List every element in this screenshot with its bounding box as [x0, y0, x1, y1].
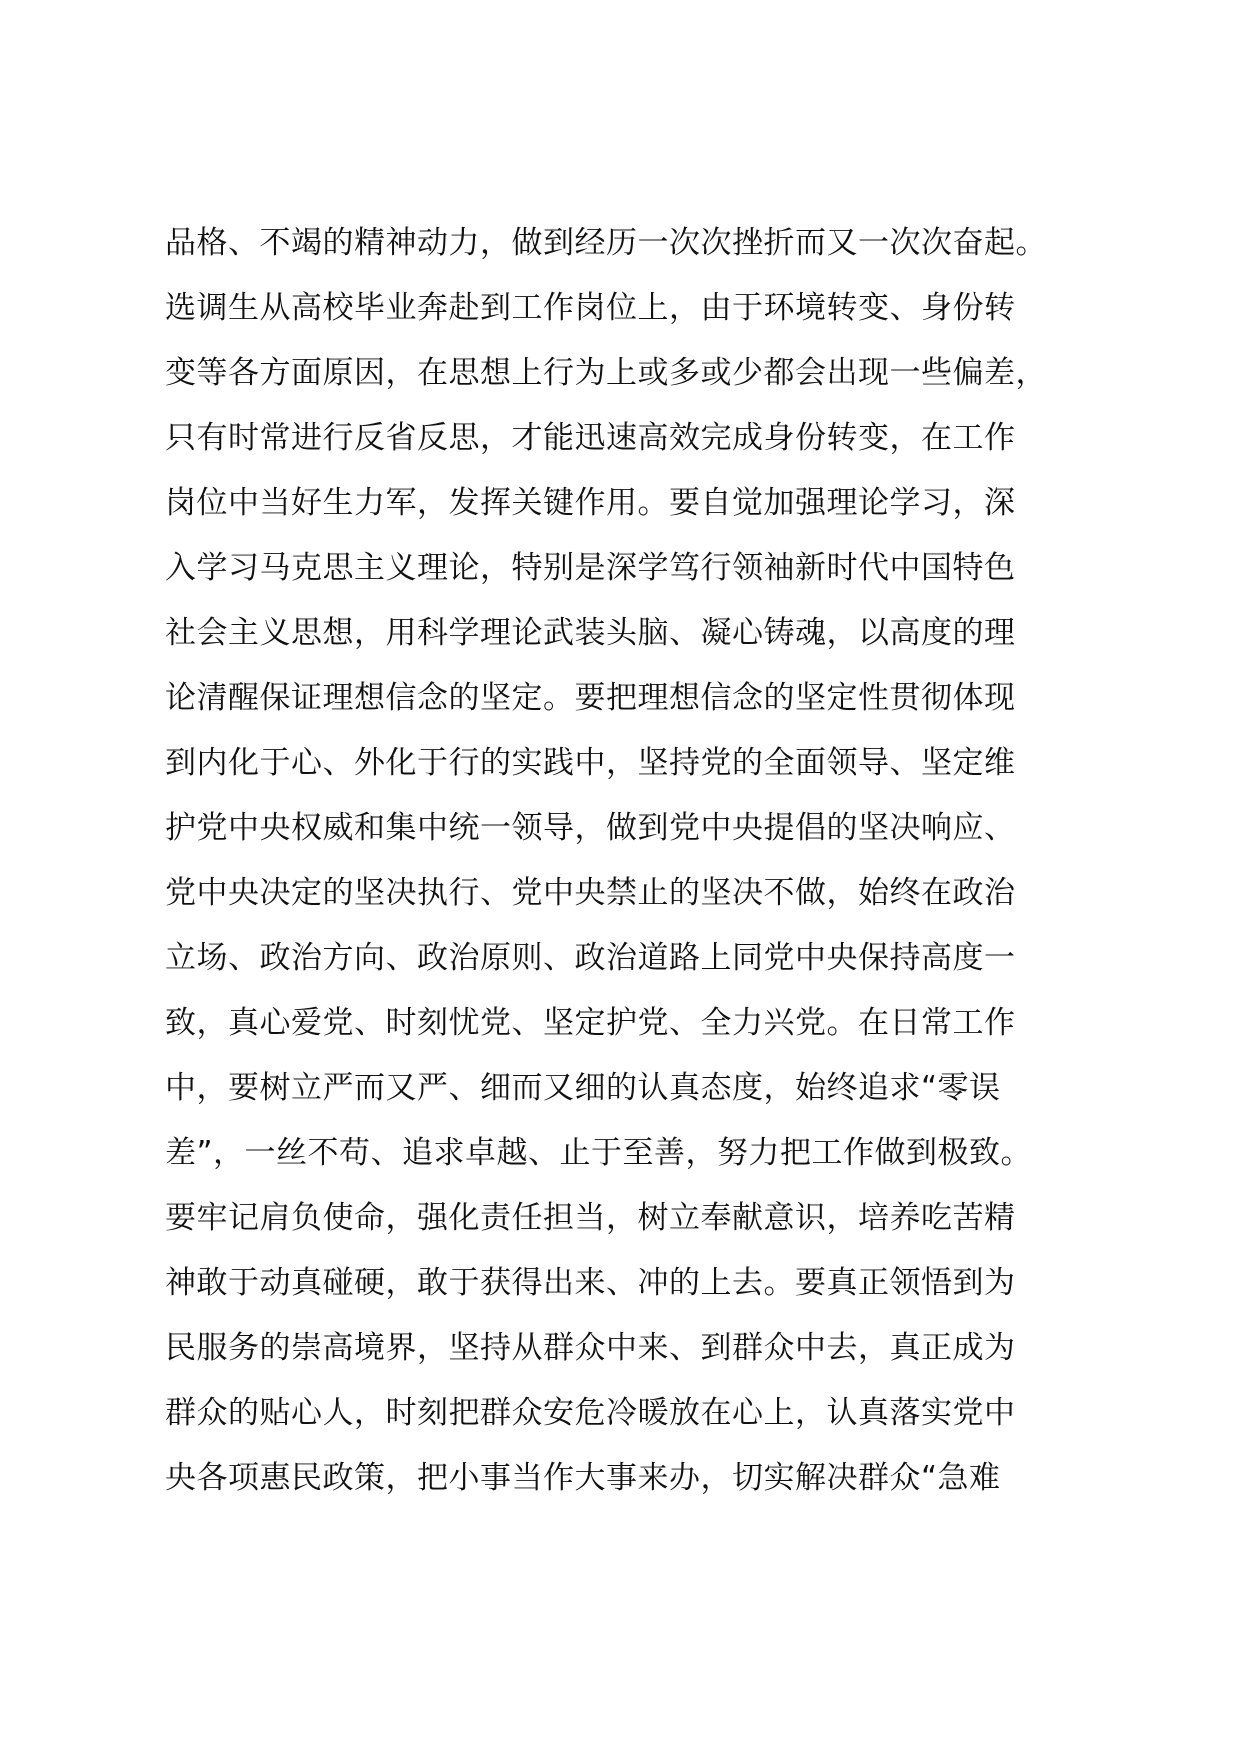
text-line: 党中央决定的坚决执行、党中央禁止的坚决不做，始终在政治 — [165, 875, 1016, 911]
text-line: 护党中央权威和集中统一领导，做到党中央提倡的坚决响应、 — [165, 810, 1016, 846]
text-line: 入学习马克思主义理论，特别是深学笃行领袖新时代中国特色 — [165, 550, 1016, 586]
text-line: 到内化于心、外化于行的实践中，坚持党的全面领导、坚定维 — [165, 745, 1016, 781]
text-line: 只有时常进行反省反思，才能迅速高效完成身份转变，在工作 — [165, 420, 1016, 456]
text-line: 品格、不竭的精神动力，做到经历一次次挫折而又一次次奋起。 — [165, 225, 1047, 261]
text-line: 立场、政治方向、政治原则、政治道路上同党中央保持高度一 — [165, 940, 1016, 976]
text-line: 民服务的崇高境界，坚持从群众中来、到群众中去，真正成为 — [165, 1330, 1016, 1366]
text-line: 要牢记肩负使命，强化责任担当，树立奉献意识，培养吃苦精 — [165, 1200, 1016, 1236]
text-line: 致，真心爱党、时刻忧党、坚定护党、全力兴党。在日常工作 — [165, 1005, 1016, 1041]
body-paragraph — [165, 211, 1125, 1511]
text-line: 岗位中当好生力军，发挥关键作用。要自觉加强理论学习，深 — [165, 485, 1016, 521]
text-line: 差”，一丝不苟、追求卓越、止于至善，努力把工作做到极致。 — [165, 1135, 1033, 1171]
text-line: 社会主义思想，用科学理论武装头脑、凝心铸魂，以高度的理 — [165, 615, 1016, 651]
text-line: 群众的贴心人，时刻把群众安危冷暖放在心上，认真落实党中 — [165, 1395, 1016, 1431]
text-line: 中，要树立严而又严、细而又细的认真态度，始终追求“零误 — [165, 1070, 1001, 1106]
text-line: 神敢于动真碰硬，敢于获得出来、冲的上去。要真正领悟到为 — [165, 1265, 1016, 1301]
text-line: 变等各方面原因，在思想上行为上或多或少都会出现一些偏差， — [165, 355, 1047, 391]
text-line: 论清醒保证理想信念的坚定。要把理想信念的坚定性贯彻体现 — [165, 680, 1016, 716]
text-line: 选调生从高校毕业奔赴到工作岗位上，由于环境转变、身份转 — [165, 290, 1016, 326]
text-line: 央各项惠民政策，把小事当作大事来办，切实解决群众“急难 — [165, 1460, 1001, 1496]
